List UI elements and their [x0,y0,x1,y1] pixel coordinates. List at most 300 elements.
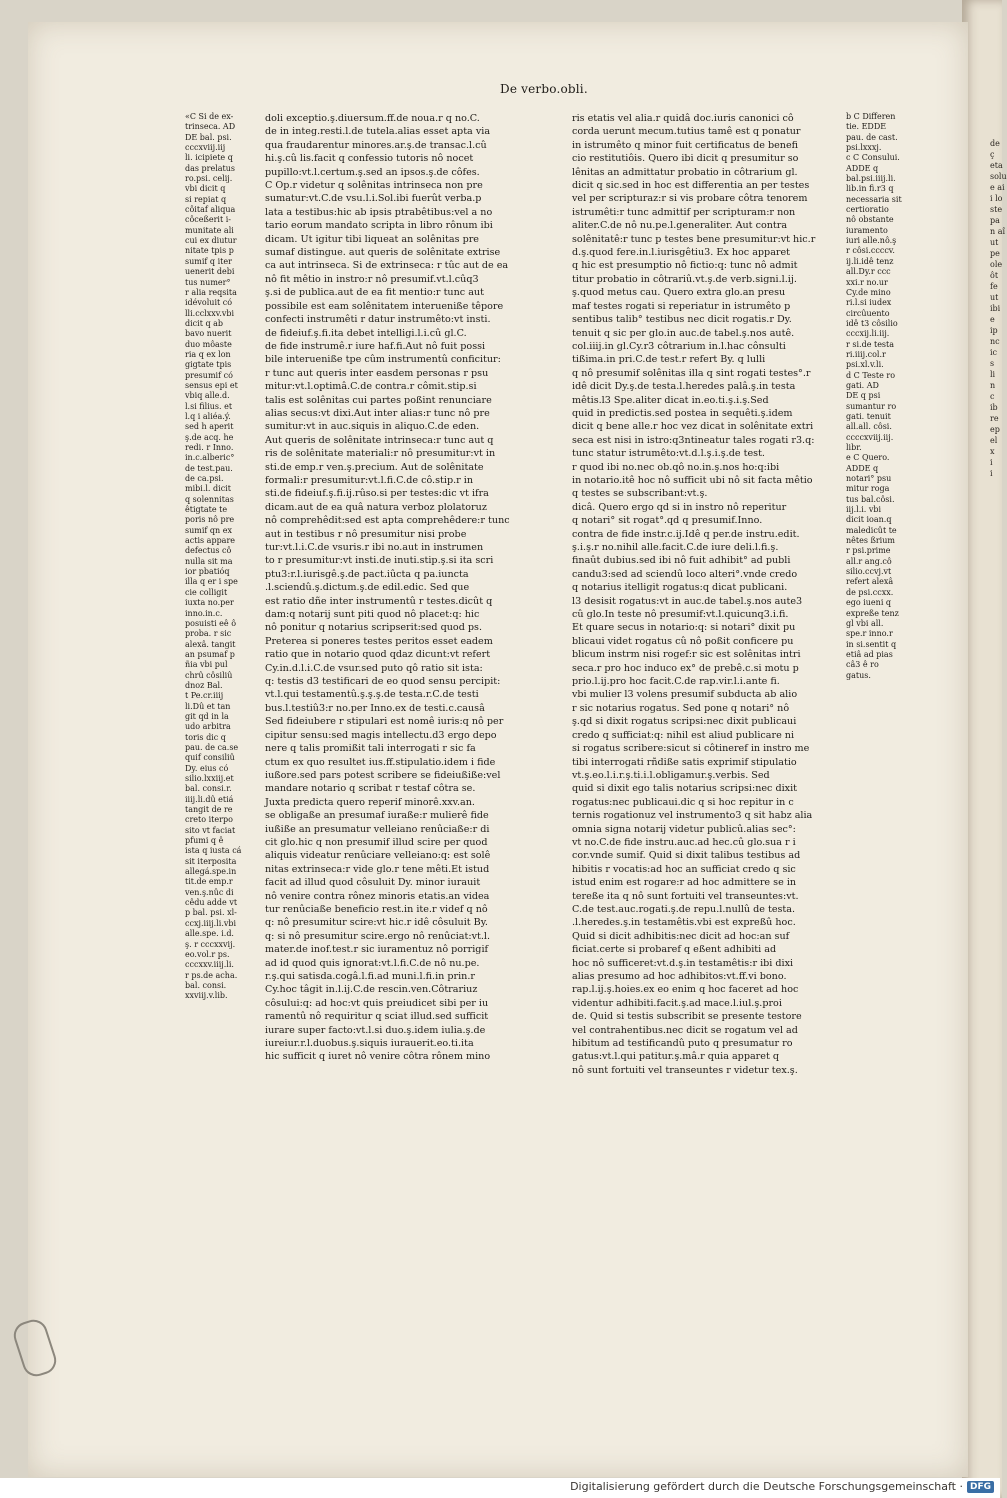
dfg-logo: DFG [967,1481,994,1493]
text-line: tur:vt.l.i.C.de vsuris.r ibi no.aut in instrumen [265,542,484,553]
marginal-note-line: alle.spe. i.d. [185,929,234,939]
marginal-note-line: all.all. côsi. [846,422,892,432]
marginal-note-line: r alia reqsita [185,287,237,297]
marginal-note-line: gl vbi all. [846,618,884,628]
marginal-note-line: ij.li.idê tenz [846,256,894,266]
text-line: C.de test.auc.rogati.ş.de repu.l.nullû de testa. [572,903,796,915]
text-line: maf testes rogati si reperiatur in istrumêto p [572,300,791,312]
text-line: C Op.r videtur q solênitas intrinseca non pre [265,180,483,192]
text-line: seca.r pro hoc induco ex° de prebê.c.si motu p [572,662,799,674]
text-line: vbi mulier l3 volens presumif subducta ab alio [572,689,798,701]
facing-page-line: e [990,315,995,324]
text-line: istud enim est rogare:r ad hoc admittere se in [572,877,797,889]
text-line: r sic notarius rogatus. Sed pone q notari° nô [572,702,790,714]
facing-page-line: fe [990,282,998,291]
marginal-note-line: nulla sit ma [185,556,233,566]
marginal-note-line: udo arbitra [185,722,231,732]
text-line: dicit q sic.sed in hoc est differentia an per testes [572,180,810,192]
text-line: q: si nô presumitur scire.ergo nô renûciat:vt.l. [265,930,491,942]
marginal-note-line: silio.ccvj.vt [846,567,892,577]
text-line: alias presumo ad hoc adhibitos:vt.ff.vi bono. [572,971,787,982]
text-line: tur renûciaße beneficio rest.in ite.r videf q nô [265,903,488,915]
text-line: nô venire contra rônez minoris etatis.an videa [265,890,490,902]
text-line: q notari° sit rogat°.qd q presumif.Inno. [572,515,763,527]
text-line: videntur adhibiti.facit.ş.ad mace.l.iul.ş.proi [572,997,782,1009]
text-line: gatus:vt.l.qui patitur.ş.mâ.r quia apparet q [572,1051,779,1063]
text-line: cor.vnde sumif. Quid si dixit talibus testibus ad [572,850,801,862]
text-line: dicam.aut de ea quâ natura verboz plolatoruz [265,501,487,513]
facing-page-line: de [990,139,1000,148]
marginal-note-line: Cy.de mino [846,287,891,297]
text-line: q: nô presumitur scire:vt hic.r idê côsuluit By. [265,917,488,929]
text-line: ris de solênitate materiali:r nô presumitur:vt in [265,448,496,460]
marginal-note-line: ista q iusta cá [185,846,242,856]
marginal-note-line: tangit de re [185,805,233,815]
text-line: rogatus:nec publicaui.dic q si hoc repitur in c [572,796,794,808]
marginal-note-line: câ3 ê ro [846,660,879,670]
marginal-note-line: uenerit debi [185,267,235,277]
text-line: mandare notario q scribat r testaf côtra se. [265,783,476,795]
text-line: bile interueniße tpe cûm instrumentû conficitur: [265,354,501,366]
facing-page-line: n aî [990,227,1006,236]
marginal-note-line: de psi.ccxx. [846,587,894,597]
marginal-note-line: ven.ş.nûc di [185,887,234,897]
marginal-note-line: alexâ. tangit [185,639,236,649]
marginal-note-line: idévoluit có [185,298,233,308]
facing-page-line: i [990,469,993,478]
marginal-note-line: illa q er i spe [185,577,238,587]
text-line: mêtis.l3 Spe.aliter dicat in.eo.ti.ş.i.ş.Sed [572,394,769,406]
marginal-note-line: circûuento [846,308,890,318]
text-line: col.iiij.in gl.Cy.r3 côtrarium in.l.hac cônsulti [572,340,786,352]
marginal-note-line: dicit q ab [185,318,224,328]
text-line: hibitis r vocatis:ad hoc an sufficiat credo q sic [572,863,796,875]
facing-page-line: ip [990,326,998,335]
text-line: tunc statur istrumêto:vt.d.l.ş.i.ş.de test. [572,448,765,460]
marginal-note-line: creto iterpo [185,815,233,825]
marginal-note-line: l.si filius. et [185,401,233,411]
text-line: mitur:vt.l.optimâ.C.de contra.r cômit.stip.si [265,381,477,393]
text-line: credo q sufficiat:q: nihil est aliud publicare ni [572,729,795,741]
marginal-note-line: l.q i aliéa.ý. [185,411,231,421]
marginal-note-line: sumantur ro [846,401,897,411]
text-line: si rogatus scribere:sicut si côtineref in instro me [572,743,810,755]
marginal-note-line: r si.de testa [846,339,895,349]
marginal-note-line: psi.lxxxj. [846,143,882,153]
text-line: r quod ibi no.nec ob.qô no.in.ş.nos ho:q:ibi [572,461,780,473]
marginal-note-line: silio.lxxiij.et [185,774,234,783]
marginal-note-line: expreße tenz [846,608,899,618]
text-line: to r presumitur:vt insti.de inuti.stip.ş.si ita scri [265,555,494,567]
text-line: de. Quid si testis subscribit se presente testore [572,1011,802,1023]
text-line: ş.i.ş.r no.nihil alle.facit.C.de iure deli.l.fi.ş. [572,542,779,553]
marginal-note-line: vbi dicit q [185,184,226,194]
facing-page-line: e ai [990,183,1005,192]
marginal-note-line: lli.cclxxv.vbi [185,308,235,318]
text-line: lênitas an admittatur probatio in côtrarium gl. [572,166,798,178]
text-line: dicâ. Quero ergo qd si in instro nô reperitur [572,501,787,513]
text-line: sti.de fideiuf.ş.fi.ij.rûso.si per testes:dic vt ifra [265,488,489,500]
marginal-note-line: quif consiliû [185,753,235,763]
text-line: r.ş.qui satisda.cogâ.l.fi.ad muni.l.fi.in prin.r [265,971,475,982]
text-line: est ratio dñe inter instrumentû r testes.dicût q [265,595,493,607]
marginal-note-line: ADDE q [846,163,879,173]
marginal-note-line: libr. [846,443,862,452]
text-line: idê dicit Dy.ş.de testa.l.heredes palâ.ş.in testa [572,381,796,393]
marginal-note-line: cui ex diutur [185,236,237,246]
marginal-note-line: mitur roga [846,484,890,494]
marginal-note-line: vbiq alle.d. [185,391,230,401]
text-line: q nô presumif solênitas illa q sint rogati testes°.r [572,367,811,379]
text-line: ca aut intrinseca. Si de extrinseca: r tûc aut de ea [265,260,509,272]
marginal-note-line: iuri alle.nô.ş [846,236,897,246]
text-line: iureiur.r.l.duobus.ş.siquis iurauerit.eo.ti.ita [265,1038,474,1050]
marginal-note-line: iuramento [846,225,888,235]
text-line: dicam. Ut igitur tibi liqueat an solênitas pre [265,233,479,245]
text-line: Sed fideiubere r stipulari est nomê iuris:q nô per [265,716,504,728]
marginal-note-line: ş. r cccxxvij. [185,939,236,949]
text-line: solênitatê:r tunc p testes bene presumitur:vt hic.r [572,233,816,245]
facing-page-line: ste [990,205,1003,214]
text-line: q hic est presumptio nô fictio:q: tunc nô admit [572,260,798,272]
marginal-note-line: t Pe.cr.iiij [185,691,224,701]
marginal-note-line: defectus cô [185,546,232,556]
facing-page-line: el [990,436,998,445]
text-line: dicit q bene alle.r hoc vez dicat in solênitate extri [572,421,814,433]
text-line: vt.l.qui testamentû.ş.ş.ş.de testa.r.C.de testi [265,689,479,701]
text-line: tereße ita q nô sunt fortuiti vel transeuntes:vt. [572,890,799,902]
text-line: ş.si de publica.aut de ea fit mentio:r tunc aut [265,287,484,299]
funding-credit [570,1480,994,1493]
marginal-note-line: cccxxv.iiij.li. [185,960,234,970]
text-line: Juxta predicta quero reperif minorê.xxv.an. [265,796,475,808]
marginal-note-line: proba. r sic [185,629,232,639]
text-line: d.ş.quod fere.in.l.iurisgêtiu3. Ex hoc apparet [572,247,791,259]
text-line: nô comprehêdit:sed est apta comprehêdere:r tunc [265,515,510,527]
facing-page-line: x [990,447,995,456]
text-line: sumaf distingue. aut queris de solênitate extrise [265,247,501,259]
marginal-note-line: sito vt faciat [185,825,236,835]
marginal-note-line: maledicût te [846,525,897,535]
text-line: doli exceptio.ş.diuersum.ff.de noua.r q no.C. [265,113,480,124]
marginal-note-line: pfumi q ê [185,836,224,846]
facing-page-line: ut [990,238,999,247]
marginal-note-line: inno.in.c. [185,608,223,618]
text-line: nitas extrinseca:r vide glo.r tene mêti.Et istud [265,863,490,875]
marginal-note-line: b C Differen [846,112,896,121]
marginal-note-line: all.Dy.r ccc [846,267,891,277]
text-line: bus.l.testiû3:r no.per Inno.ex de testi.c.causâ [265,702,485,714]
marginal-note-line: de ca.psi. [185,474,224,484]
running-title: De verbo.obli. [500,82,588,96]
text-line: hoc nô sufficeret:vt.d.ş.in testamêtis:r ibi dixi [572,957,794,969]
text-line: quid si dixit ego talis notarius scripsi:nec dixit [572,783,798,795]
marginal-note-line: ro.psi. celij. [185,174,233,184]
text-line: lata a testibus:hic ab ipsis ptrabêtibus:vel a no [265,206,493,218]
marginal-note-line: cccxviij.iij [185,143,226,153]
text-line: aut in testibus r nô presumitur nisi probe [265,528,467,540]
marginal-note-line: iuxta no.per [185,598,234,608]
marginal-note-line: q solennitas [185,494,234,504]
text-line: possibile est eam solênitatem interueniße têpore [265,300,504,312]
marginal-note-line: poris nô pre [185,515,235,525]
facing-page-line: ut [990,293,999,302]
marginal-note-line: tus bal.côsi. [846,494,895,504]
text-line: ramentû nô requiritur q sciat illud.sed sufficit [265,1011,489,1023]
text-line: mater.de inof.test.r sic iuramentuz nô porrigif [265,944,489,956]
text-line: q notarius itelligit rogatus:q dicat publicani. [572,582,788,594]
text-line: iurare super facto:vt.l.si duo.ş.idem iulia.ş.de [265,1024,486,1036]
marginal-note-line: sumif qn ex [185,525,232,535]
text-line: qua fraudarentur minores.ar.ş.de transac.l.cû [265,139,487,151]
marginal-note-line: pau. de ca.se [185,742,239,752]
text-column-right [572,112,858,1077]
marginal-note-line: li. icipiete q [185,153,233,163]
marginal-note-line: iij.l.i. vbi [846,505,882,515]
text-line: confecti instrumêti r datur instrumêto:vt insti. [265,314,491,326]
marginal-note-line: cêdu adde vt [185,898,238,908]
text-line: iußore.sed pars potest scribere se fideiußiße:vel [265,769,501,781]
marginal-note-line: ria q ex lon [185,349,231,359]
facing-page-line: c [990,392,995,401]
text-line: vt.ş.eo.l.i.r.ş.ti.i.l.obligamur.ş.verbis. Sed [572,769,770,781]
marginal-note-line: DE bal. psi. [185,132,232,142]
marginal-note-line: in si.sentit q [846,639,897,649]
text-line: ptu3:r.l.iurisgê.ş.de pact.iûcta q pa.iuncta [265,568,469,580]
marginal-note-line: ior pbatióq [185,567,230,577]
facing-page-line: i lo [990,194,1003,203]
text-line: de fideiuf.ş.fi.ita debet intelligi.l.i.cû gl.C. [265,327,467,339]
marginal-note-line: ñia vbi pul [185,660,228,670]
funding-credit-text: Digitalisierung gefördert durch die Deutsche Forschungsgemeinschaft · [570,1480,963,1493]
marginal-note-line: ri.iiij.col.r [846,349,886,359]
marginal-note-line: sed h aperit [185,422,234,432]
text-line: sumatur:vt.C.de vsu.l.i.Sol.ibi fuerût verba.p [265,193,482,205]
text-line: de in integ.resti.l.de tutela.alias esset apta via [265,126,491,138]
marginal-note-line: bavo nuerit [185,329,232,339]
marginal-notes-right [846,112,914,681]
marginal-note-line: «C Si de ex- [185,112,234,121]
marginal-note-line: posuisti eê ô [185,618,237,628]
facing-page-line: i [990,458,993,467]
marginal-note-line: c C Consului. [846,153,900,163]
marginal-note-line: iiij.li.dû etiá [185,794,234,804]
marginal-note-line: bal.psi.iiij.li. [846,174,896,184]
marginal-note-line: duo môaste [185,339,232,349]
text-line: hic sufficit q iuret nô venire côtra rônem mino [265,1051,491,1063]
text-line: Cy.in.d.l.i.C.de vsur.sed puto qô ratio sit ista: [265,662,483,674]
marginal-note-line: r psi.prime [846,546,891,556]
marginal-note-line: ri.l.si iudex [846,298,892,308]
text-line: côsului:q: ad hoc:vt quis preiudicet sibi per iu [265,997,489,1009]
text-line: contra de fide instr.c.ij.Idê q per.de instru.edit. [572,528,800,540]
marginal-note-line: tit.de emp.r [185,877,233,887]
text-line: cit glo.hic q non presumif illud scire per quod [265,836,488,848]
facing-page-line: ibi [990,304,1001,313]
facing-page-line: li [990,370,996,379]
text-line: tißima.in pri.C.de test.r refert By. q lulli [572,354,766,366]
text-line: vt no.C.de fide instru.auc.ad hec.cû glo.sua r i [572,836,796,848]
text-line: ctum ex quo resultet ius.ff.stipulatio.idem i fide [265,756,496,768]
text-line: seca est nisi in istro:q3ntineatur tales rogati r3.q: [572,434,815,446]
marginal-note-line: redi. r Inno. [185,443,234,452]
facing-page-line: solu [990,172,1007,181]
marginal-note-line: gigtate tpis [185,360,232,370]
facing-page-line: ôt [990,271,999,280]
text-line: sentibus talib° testibus nec dicit rogatis.r Dy. [572,314,792,326]
marginal-note-line: sensus epi et [185,380,238,390]
text-line: ris etatis vel alia.r quidâ doc.iuris canonici cô [572,113,794,124]
text-line: .l.sciendû.ş.dictum.ş.de edil.edic. Sed que [265,582,470,594]
facing-page-line: ep [990,425,1000,434]
text-line: ficiat.certe si probaref q eßent adhibiti ad [572,944,777,956]
marginal-notes-left [185,112,245,1002]
marginal-note-line: ccccxviij.iij. [846,432,894,442]
text-line: corda uerunt mecum.tutius tamê est q ponatur [572,126,801,138]
marginal-note-line: necessaria sit [846,194,902,204]
marginal-note-line: nêtes ßrium [846,536,895,546]
marginal-note-line: r côsi.ccccv. [846,246,895,256]
marginal-note-line: refert alexâ [846,577,894,587]
text-line: titur probatio in côtrariû.vt.ş.de verb.signi.l.ij. [572,273,797,285]
text-line: omnia signa notarij videtur publicû.alias sec°: [572,823,796,835]
text-line: formali:r presumitur:vt.l.fi.C.de cô.stip.r in [265,474,474,486]
text-line: rap.l.ij.ş.hoies.ex eo enim q hoc faceret ad hoc [572,984,799,996]
marginal-note-line: xxviij.v.lib. [185,991,228,1001]
marginal-note-line: idê t3 côsilio [846,318,898,328]
text-line: cipitur sensu:sed magis intellectu.d3 ergo depo [265,729,497,741]
facing-page-line: s [990,359,995,368]
text-line: quid in predictis.sed postea in sequêti.ş.idem [572,407,793,419]
text-line: Aut queris de solênitate intrinseca:r tunc aut q [265,434,494,446]
text-line: Cy.hoc tâgit in.l.ij.C.de rescin.ven.Côtrariuz [265,984,478,996]
facing-page-line: pe [990,249,1000,258]
text-line: tenuit q sic per glo.in auc.de tabel.ş.nos autê. [572,327,795,339]
marginal-note-line: dnoz Bal. [185,680,223,690]
text-line: cio restitutiôis. Quero ibi dicit q presumitur so [572,153,799,165]
text-line: istrumêti:r tunc admittif per scripturam:r non [572,206,796,218]
marginal-note-line: p bal. psi. xl- [185,908,237,918]
text-line: nere q talis promißit tali interrogati r sic fa [265,743,476,755]
marginal-note-line: ccxj.iiij.li.vbi [185,918,237,928]
text-line: aliter.C.de nô nu.pe.l.generaliter. Aut contra [572,220,788,232]
marginal-note-line: presumif có [185,370,233,380]
text-line: de fide instrumê.r iure haf.fi.Aut nô fuit possi [265,340,486,352]
marginal-note-line: sumif q iter [185,256,232,266]
marginal-note-line: notari° psu [846,474,892,484]
marginal-note-line: mibi.l. dicit [185,484,231,494]
marginal-note-line: DE q psi [846,391,881,401]
text-line: sti.de emp.r ven.ş.precium. Aut de solênitate [265,461,484,473]
facing-page-line: ole [990,260,1003,269]
facing-page-line: ib [990,403,998,412]
marginal-note-line: ego iueni q [846,598,892,608]
marginal-note-line: das prelatus [185,163,236,173]
marginal-note-line: dicit ioan.q [846,515,892,525]
marginal-note-line: nô obstante [846,215,894,225]
text-line: ad id quod quis ignorat:vt.l.fi.C.de nô nu.pe. [265,957,480,969]
text-line: ş.quod metus cau. Quero extra glo.an presu [572,287,786,299]
marginal-note-line: côceßerit i- [185,215,231,225]
text-line: candu3:sed ad sciendû loco alteri°.vnde credo [572,568,798,580]
marginal-note-line: gatus. [846,670,871,680]
text-line: ş.qd si dixit rogatus scripsi:nec dixit publicaui [572,716,797,728]
facing-page-line: eta [990,161,1003,170]
text-line: Preterea si poneres testes peritos esset eadem [265,635,493,647]
text-line: aliquis videatur renûciare velleiano:q: est solê [265,850,491,862]
facing-page-edge [962,0,1007,1498]
text-line: talis est solênitas cui partes poßint renunciare [265,394,492,406]
text-line: q testes se subscribant:vt.ş. [572,488,708,500]
marginal-note-line: actis appare [185,536,236,546]
text-line: tibi interrogati rñdiße satis exprimif stipulatio [572,756,797,768]
text-line: nô fit mêtio in instro:r nô presumif.vt.l.cûq3 [265,273,479,285]
text-line: finaût dubius.sed ibi nô fuit adhibit° ad publi [572,555,791,567]
facing-page-line: pa [990,216,1000,225]
text-line: r tunc aut queris inter easdem personas r psu [265,367,489,379]
marginal-note-line: trinseca. AD [185,122,236,132]
facing-page-line: ç [990,150,995,159]
marginal-note-line: allegá.spe.in [185,867,237,877]
facing-page-line: re [990,414,999,423]
text-line: dam:q notarij sunt piti quod nô placet:q: hic [265,609,480,621]
marginal-note-line: li.Dû et tan [185,701,231,711]
text-line: .l.heredes.ş.in testamêtis.vbi est expreßû hoc. [572,917,796,929]
marginal-note-line: psi.xl.v.li. [846,360,884,370]
marginal-note-line: si repiat q [185,194,227,204]
text-line: alias secus:vt dixi.Aut inter alias:r tunc nô pre [265,407,490,419]
marginal-note-line: tus numer° [185,277,231,287]
marginal-note-line: r ps.de acha. [185,970,238,980]
text-line: ternis rogationuz vel instrumento3 q sit habz alia [572,810,813,822]
text-line: blicaui videt rogatus cû nô poßit conficere pu [572,635,794,647]
text-line: blicum instrm nisi rogef:r sic est solênitas intri [572,649,801,661]
facing-page-text [990,138,1007,479]
marginal-note-line: chrû côsiliû [185,670,233,680]
marginal-note-line: sit iterposita [185,856,237,866]
marginal-note-line: spe.r inno.r [846,629,893,639]
text-line: sumitur:vt in auc.siquis in aliquo.C.de eden. [265,421,480,433]
marginal-note-line: certioratio [846,205,889,215]
text-line: cû glo.In teste nô presumif:vt.l.quicunq3.i.fi. [572,609,789,621]
marginal-note-line: gati. AD [846,380,879,390]
text-line: hi.ş.cû lis.facit q confessio tutoris nô nocet [265,153,474,165]
marginal-note-line: cie colligit [185,587,228,597]
text-line: l3 desisit rogatus:vt in auc.de tabel.ş.nos aute3 [572,595,803,607]
marginal-note-line: all.r ang.cô [846,556,892,566]
text-line: Quid si dicit adhibitis:nec dicit ad hoc:an suf [572,930,790,942]
marginal-note-line: gati. tenuit [846,411,891,421]
text-line: tario eorum mandato scripta in libro rônum ibi [265,220,493,232]
text-line: in notario.itê hoc nô sufficit ubi nô sit facta mêtio [572,474,813,486]
marginal-note-line: in.c.alberic° [185,453,235,463]
text-line: Et quare secus in notario:q: si notari° dixit pu [572,622,796,634]
marginal-note-line: bal. consi.r. [185,784,232,794]
marginal-note-line: eo.vol.r ps. [185,949,230,959]
marginal-note-line: tie. EDDE [846,122,887,132]
marginal-note-line: Dy. eius có [185,763,229,773]
marginal-note-line: git qd in la [185,711,229,721]
text-line: hibitum ad testificandû puto q presumatur ro [572,1038,793,1050]
marginal-note-line: xxi.r no.ur [846,277,888,287]
marginal-note-line: ADDE q [846,463,879,473]
marginal-note-line: an psumaf p [185,649,235,659]
marginal-note-line: lib.in fi.r3 q [846,184,894,194]
text-line: vel per scripturaz:r si vis probare côtra tenorem [572,193,808,205]
text-line: in istrumêto q minor fuit certificatus de benefi [572,139,799,151]
marginal-note-line: êtigtate te [185,505,228,515]
marginal-note-line: toris dic q [185,732,226,742]
